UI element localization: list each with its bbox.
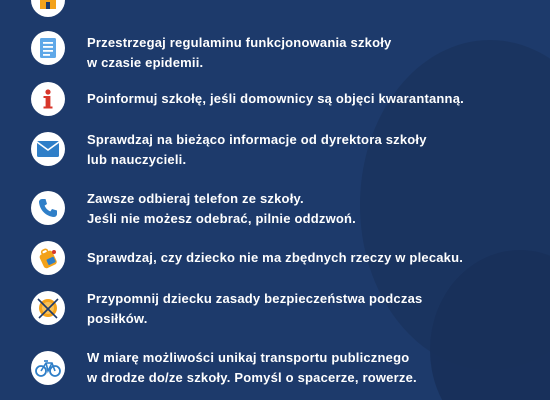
item-text xyxy=(87,33,391,73)
item-line: w drodze do/ze szkoły. Pomyśl o spacerze, rowerze. xyxy=(87,370,417,385)
envelope-icon xyxy=(31,132,65,166)
item-line: Zawsze odbieraj telefon ze szkoły. xyxy=(87,191,304,206)
house-icon xyxy=(31,0,65,17)
item-text xyxy=(87,348,417,388)
phone-icon xyxy=(31,191,65,225)
bicycle-icon xyxy=(31,351,65,385)
cutlery-icon xyxy=(31,291,65,325)
item-text xyxy=(87,130,427,170)
backpack-icon xyxy=(31,241,65,275)
item-text xyxy=(87,289,422,329)
item-line: lub nauczycieli. xyxy=(87,152,187,167)
item-line: w czasie epidemii. xyxy=(87,55,204,70)
item-line: Sprawdzaj na bieżąco informacje od dyrektora szkoły xyxy=(87,132,427,147)
item-line: Jeśli nie możesz odebrać, pilnie oddzwoń. xyxy=(87,211,356,226)
item-text xyxy=(87,248,463,268)
item-text xyxy=(87,189,356,229)
document-icon xyxy=(31,31,65,65)
item-line: Sprawdzaj, czy dziecko nie ma zbędnych rzeczy w plecaku. xyxy=(87,250,464,265)
info-icon xyxy=(31,82,65,116)
item-line: Przestrzegaj regulaminu funkcjonowania szkoły xyxy=(87,35,392,50)
item-text xyxy=(87,0,403,1)
item-line: posiłków. xyxy=(87,311,148,326)
list-item xyxy=(31,0,531,13)
item-line: W miarę możliwości unikaj transportu publicznego xyxy=(87,350,410,365)
item-line: Przypomnij dziecku zasady bezpieczeństwa podczas xyxy=(87,291,423,306)
item-line: Poinformuj szkołę, jeśli domownicy są objęci kwarantanną. xyxy=(87,91,464,106)
item-line xyxy=(87,0,403,1)
item-text xyxy=(87,89,464,109)
